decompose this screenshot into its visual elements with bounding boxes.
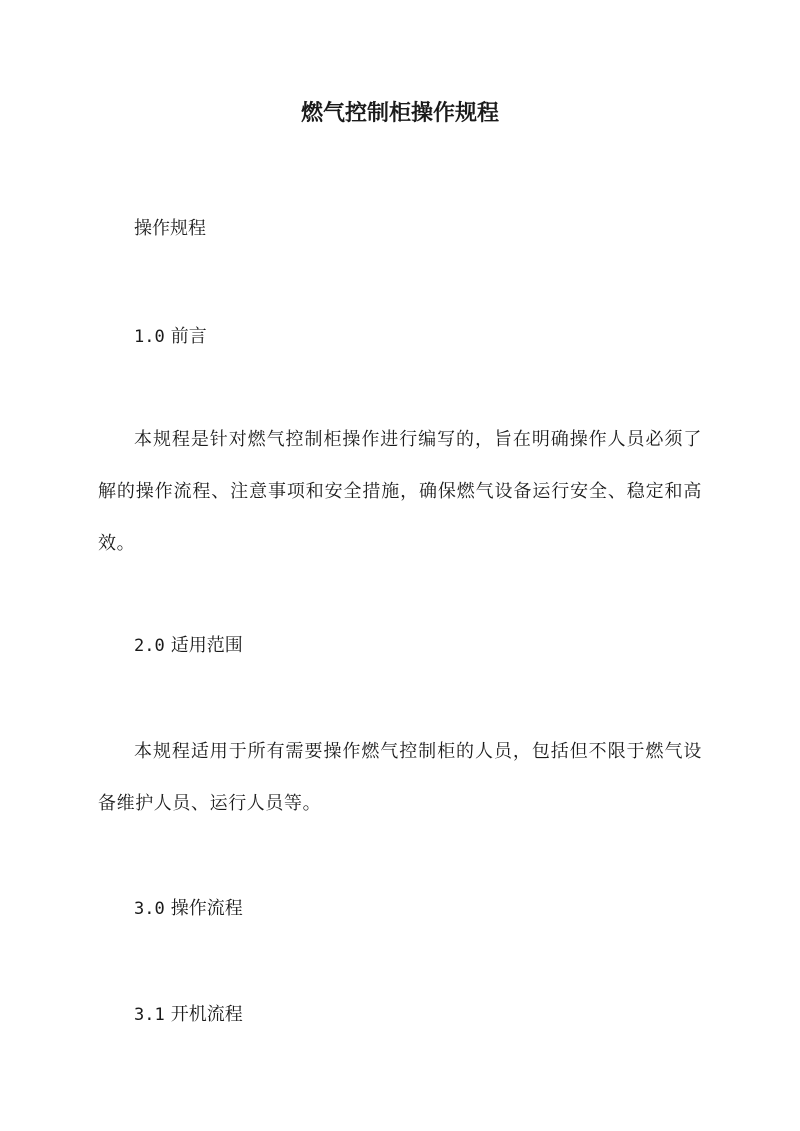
section-heading-3-1 (134, 998, 243, 1032)
section-number: 1.0 (134, 327, 165, 347)
section-heading-1 (134, 320, 207, 354)
section-number: 2.0 (134, 636, 165, 656)
section-title: 适用范围 (170, 635, 243, 656)
section-body-2: 本规程适用于所有需要操作燃气控制柜的人员，包括但不限于燃气设备维护人员、运行人员等。 (98, 741, 702, 814)
section-body-1: 本规程是针对燃气控制柜操作进行编写的，旨在明确操作人员必须了解的操作流程、注意事项和安全措施，确保燃气设备运行安全、稳定和高效。 (98, 429, 702, 554)
section-heading-2 (134, 629, 243, 663)
section-heading-3 (134, 892, 243, 926)
subtitle-text: 操作规程 (134, 218, 206, 239)
document-subtitle (134, 212, 206, 246)
section-number: 3.0 (134, 899, 165, 919)
document-title: 燃气控制柜操作规程 (300, 100, 499, 126)
section-title: 前言 (170, 326, 207, 347)
section-title: 开机流程 (170, 1004, 243, 1025)
section-title: 操作流程 (170, 898, 243, 919)
section-number: 3.1 (134, 1005, 165, 1025)
